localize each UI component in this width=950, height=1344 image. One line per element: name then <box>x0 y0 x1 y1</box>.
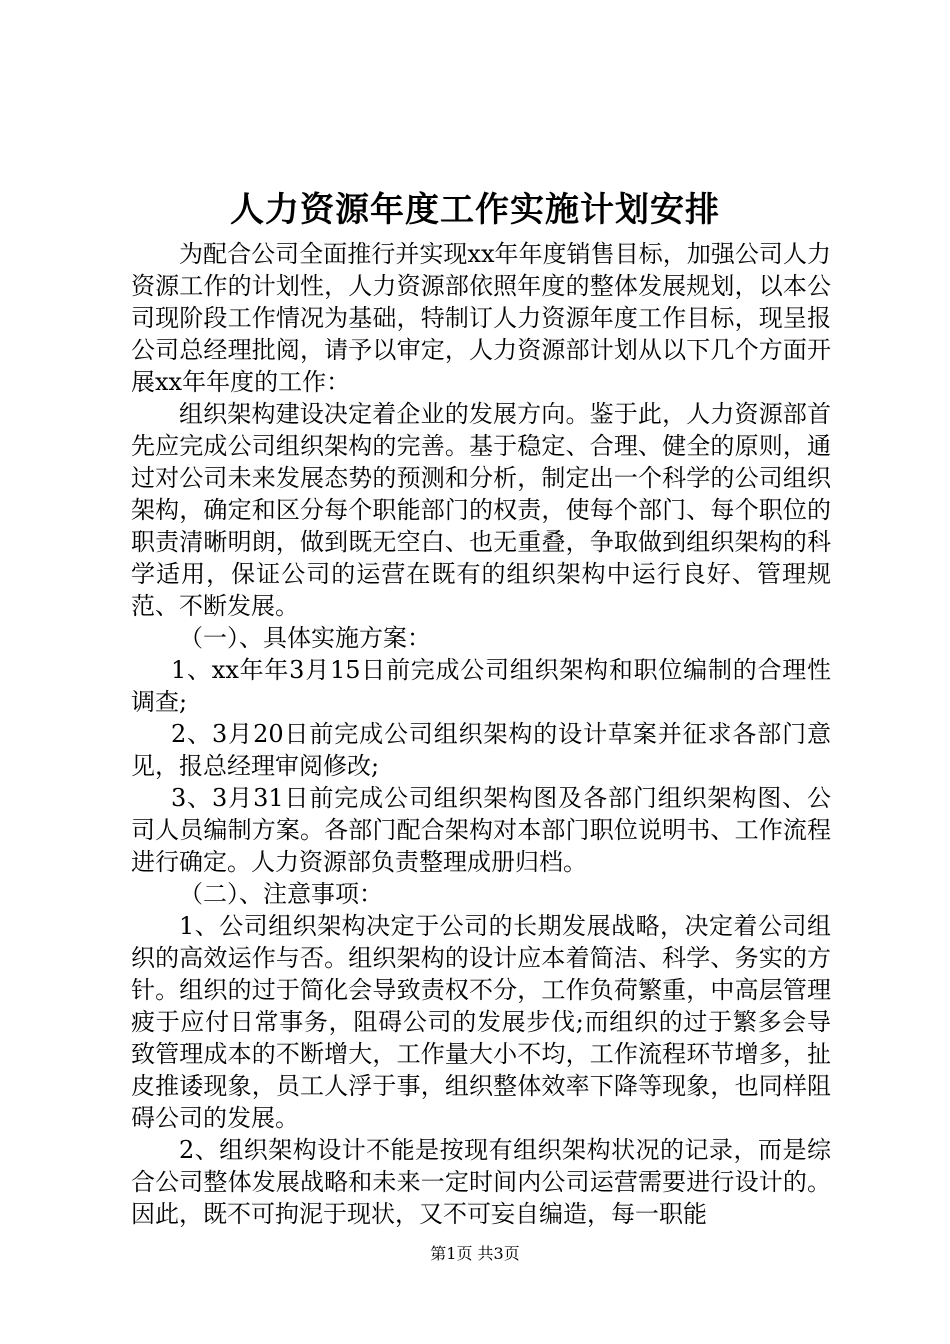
list-item-implementation-2: 2、3月20日前完成公司组织架构的设计草案并征求各部门意见，报总经理审阅修改; <box>131 720 831 780</box>
paragraph-intro: 为配合公司全面推行并实现xx年年度销售目标，加强公司人力资源工作的计划性，人力资源部依照年度的整体发展规划，以本公司现阶段工作情况为基础，特制订人力资源年度工作目标，现呈报公司总经理批阅，请予以审定，人力资源部计划从以下几个方面开展xx年年度的工作： <box>131 240 831 396</box>
list-item-implementation-3: 3、3月31日前完成公司组织架构图及各部门组织架构图、公司人员编制方案。各部门配合架构对本部门职位说明书、工作流程进行确定。人力资源部负责整理成册归档。 <box>131 784 831 876</box>
document-body <box>131 238 831 1230</box>
section-heading-implementation: （一）、具体实施方案： <box>179 624 431 652</box>
list-item-notes-2: 2、组织架构设计不能是按现有组织架构状况的记录，而是综合公司整体发展战略和未来一定时间内公司运营需要进行设计的。因此，既不可拘泥于现状，又不可妄自编造，每一职能 <box>131 1136 831 1228</box>
section-heading-notes: （二）、注意事项： <box>179 880 383 908</box>
list-item-implementation-1: 1、xx年年3月15日前完成公司组织架构和职位编制的合理性调查; <box>131 656 831 716</box>
list-item-notes-1: 1、公司组织架构决定于公司的长期发展战略，决定着公司组织的高效运作与否。组织架构的设计应本着简洁、科学、务实的方针。组织的过于简化会导致责权不分，工作负荷繁重，中高层管理疲于应付日常事务，阻碍公司的发展步伐;而组织的过于繁多会导致管理成本的不断增大，工作量大小不均，工作流程环节增多，扯皮推诿现象，员工人浮于事，组织整体效率下降等现象，也同样阻碍公司的发展。 <box>131 912 831 1132</box>
page-number-footer: 第1页 共3页 <box>430 1244 520 1263</box>
paragraph-org-structure: 组织架构建设决定着企业的发展方向。鉴于此，人力资源部首先应完成公司组织架构的完善。基于稳定、合理、健全的原则，通过对公司未来发展态势的预测和分析，制定出一个科学的公司组织架构，确定和区分每个职能部门的权责，使每个部门、每个职位的职责清晰明朗，做到既无空白、也无重叠，争取做到组织架构的科学适用，保证公司的运营在既有的组织架构中运行良好、管理规范、不断发展。 <box>131 400 831 620</box>
document-title: 人力资源年度工作实施计划安排 <box>230 190 720 230</box>
